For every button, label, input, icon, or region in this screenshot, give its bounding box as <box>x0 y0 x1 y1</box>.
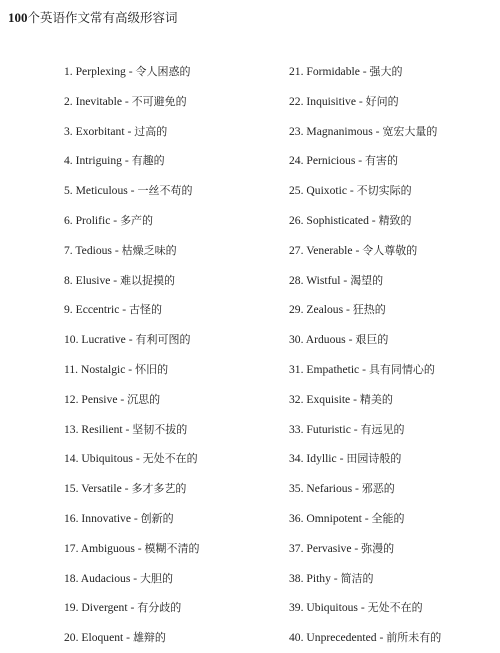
item-chinese-meaning: 精致的 <box>378 213 412 227</box>
list-item: 34. Idyllic - 田园诗般的 <box>289 452 402 466</box>
list-item: 26. Sophisticated - 精致的 <box>289 213 412 227</box>
item-chinese-meaning: 邪恶的 <box>361 482 395 496</box>
item-number: 19. <box>64 601 79 615</box>
list-item: 4. Intriguing - 有趣的 <box>64 154 165 168</box>
item-number: 12. <box>64 392 79 406</box>
list-item: 16. Innovative - 创新的 <box>64 511 174 525</box>
item-number: 32. <box>289 392 304 406</box>
item-chinese-meaning: 多才多艺的 <box>131 482 187 496</box>
list-item: 36. Omnipotent - 全能的 <box>289 511 405 525</box>
item-chinese-meaning: 有趣的 <box>131 154 165 168</box>
word-list-right <box>289 57 494 653</box>
item-chinese-meaning: 坚韧不拔的 <box>132 422 188 436</box>
item-number: 25. <box>289 184 304 198</box>
item-chinese-meaning: 艰巨的 <box>355 333 389 347</box>
list-item: 5. Meticulous - 一丝不苟的 <box>64 184 193 198</box>
list-item: 6. Prolific - 多产的 <box>64 213 154 227</box>
item-english-word: Exorbitant <box>75 124 125 138</box>
item-chinese-meaning: 令人尊敬的 <box>362 243 418 257</box>
item-english-word: Tedious <box>75 243 112 257</box>
item-number: 30. <box>289 333 304 347</box>
item-number: 29. <box>289 303 304 317</box>
list-item: 37. Pervasive - 弥漫的 <box>289 541 395 555</box>
item-chinese-meaning: 枯燥乏味的 <box>121 243 177 257</box>
item-english-word: Idyllic <box>306 452 337 466</box>
item-english-word: Pervasive <box>306 541 352 555</box>
item-chinese-meaning: 有分歧的 <box>137 601 182 615</box>
item-number: 17. <box>64 541 79 555</box>
item-english-word: Ambiguous <box>80 541 135 555</box>
item-chinese-meaning: 无处不在的 <box>142 452 198 466</box>
item-english-word: Intriguing <box>75 154 122 168</box>
title-number: 100 <box>8 10 28 25</box>
item-english-word: Arduous <box>305 333 346 347</box>
item-chinese-meaning: 模糊不清的 <box>144 541 200 555</box>
list-item: 23. Magnanimous - 宽宏大量的 <box>289 124 438 138</box>
item-number: 14. <box>64 452 79 466</box>
list-item: 12. Pensive - 沉思的 <box>64 392 161 406</box>
item-english-word: Innovative <box>81 511 131 525</box>
item-chinese-meaning: 无处不在的 <box>367 601 423 615</box>
item-chinese-meaning: 田园诗般的 <box>346 452 402 466</box>
item-chinese-meaning: 过高的 <box>134 124 168 138</box>
item-english-word: Wistful <box>306 273 341 287</box>
item-number: 35. <box>289 482 304 496</box>
item-chinese-meaning: 怀旧的 <box>135 362 169 376</box>
item-english-word: Pithy <box>306 571 331 585</box>
item-chinese-meaning: 强大的 <box>369 65 403 78</box>
item-chinese-meaning: 多产的 <box>120 213 154 227</box>
item-english-word: Inquisitive <box>306 94 356 108</box>
list-item: 9. Eccentric - 古怪的 <box>64 303 163 317</box>
list-item: 17. Ambiguous - 模糊不清的 <box>64 541 200 555</box>
list-item: 25. Quixotic - 不切实际的 <box>289 184 412 198</box>
list-item: 31. Empathetic - 具有同情心的 <box>289 362 435 376</box>
item-english-word: Magnanimous <box>306 124 373 138</box>
item-number: 21. <box>289 65 304 78</box>
item-number: 34. <box>289 452 304 466</box>
item-english-word: Ubiquitous <box>306 601 358 615</box>
item-english-word: Ubiquitous <box>81 452 133 466</box>
item-number: 10. <box>64 333 79 347</box>
item-number: 28. <box>289 273 304 287</box>
list-item: 24. Pernicious - 有害的 <box>289 154 399 168</box>
item-english-word: Versatile <box>81 482 122 496</box>
item-number: 27. <box>289 243 304 257</box>
item-chinese-meaning: 有利可图的 <box>135 333 191 347</box>
item-number: 20. <box>64 631 79 645</box>
item-number: 40. <box>289 631 304 645</box>
item-chinese-meaning: 不可避免的 <box>131 94 187 108</box>
item-english-word: Venerable <box>306 243 353 257</box>
item-number: 16. <box>64 511 79 525</box>
item-chinese-meaning: 弥漫的 <box>361 541 395 555</box>
list-item: 15. Versatile - 多才多艺的 <box>64 482 187 496</box>
item-chinese-meaning: 令人困惑的 <box>135 65 191 78</box>
list-item: 1. Perplexing - 令人困惑的 <box>64 65 191 78</box>
item-english-word: Sophisticated <box>306 213 369 227</box>
list-item: 28. Wistful - 渴望的 <box>289 273 384 287</box>
item-number: 24. <box>289 154 304 168</box>
item-number: 37. <box>289 541 304 555</box>
item-number: 26. <box>289 213 304 227</box>
item-english-word: Exquisite <box>306 392 351 406</box>
item-number: 1. <box>64 65 73 78</box>
item-english-word: Unprecedented <box>306 631 377 645</box>
item-number: 18. <box>64 571 79 585</box>
item-english-word: Eloquent <box>81 631 124 645</box>
item-english-word: Omnipotent <box>306 511 362 525</box>
list-item: 39. Ubiquitous - 无处不在的 <box>289 601 423 615</box>
item-english-word: Eccentric <box>75 303 120 317</box>
list-item: 10. Lucrative - 有利可图的 <box>64 333 191 347</box>
list-item: 13. Resilient - 坚韧不拔的 <box>64 422 188 436</box>
item-chinese-meaning: 沉思的 <box>127 392 161 406</box>
list-item: 33. Futuristic - 有远见的 <box>289 422 405 436</box>
page-title <box>8 8 178 26</box>
item-chinese-meaning: 全能的 <box>371 511 405 525</box>
item-english-word: Prolific <box>75 213 111 227</box>
item-english-word: Lucrative <box>81 333 126 347</box>
item-english-word: Nefarious <box>306 482 353 496</box>
item-number: 15. <box>64 482 79 496</box>
item-number: 2. <box>64 94 73 108</box>
list-item: 3. Exorbitant - 过高的 <box>64 124 168 138</box>
item-number: 38. <box>289 571 304 585</box>
item-english-word: Quixotic <box>306 184 347 198</box>
list-item: 2. Inevitable - 不可避免的 <box>64 94 187 108</box>
item-english-word: Audacious <box>80 571 131 585</box>
item-number: 5. <box>64 184 73 198</box>
item-chinese-meaning: 创新的 <box>140 511 174 525</box>
item-chinese-meaning: 难以捉摸的 <box>120 273 176 287</box>
list-item: 30. Arduous - 艰巨的 <box>289 333 389 347</box>
item-english-word: Meticulous <box>75 184 128 198</box>
list-item: 32. Exquisite - 精美的 <box>289 392 393 406</box>
item-number: 33. <box>289 422 304 436</box>
list-item: 8. Elusive - 难以捉摸的 <box>64 273 176 287</box>
item-number: 31. <box>289 362 304 376</box>
item-english-word: Resilient <box>81 422 123 436</box>
item-english-word: Perplexing <box>75 65 126 78</box>
item-number: 11. <box>64 362 79 376</box>
item-english-word: Elusive <box>75 273 111 287</box>
item-chinese-meaning: 有远见的 <box>360 422 405 436</box>
list-item: 22. Inquisitive - 好问的 <box>289 94 399 108</box>
item-english-word: Formidable <box>306 65 360 78</box>
item-number: 39. <box>289 601 304 615</box>
list-item: 18. Audacious - 大胆的 <box>64 571 174 585</box>
list-item: 29. Zealous - 狂热的 <box>289 303 386 317</box>
item-chinese-meaning: 不切实际的 <box>356 184 412 198</box>
item-chinese-meaning: 雄辩的 <box>132 631 166 645</box>
item-chinese-meaning: 有害的 <box>365 154 399 168</box>
item-number: 23. <box>289 124 304 138</box>
list-item: 40. Unprecedented - 前所未有的 <box>289 631 442 645</box>
item-chinese-meaning: 一丝不苟的 <box>137 184 193 198</box>
list-item: 20. Eloquent - 雄辩的 <box>64 631 166 645</box>
list-item: 11. Nostalgic - 怀旧的 <box>64 362 169 376</box>
item-english-word: Inevitable <box>75 94 122 108</box>
list-item: 19. Divergent - 有分歧的 <box>64 601 182 615</box>
item-english-word: Empathetic <box>306 362 360 376</box>
item-english-word: Zealous <box>306 303 344 317</box>
list-item: 21. Formidable - 强大的 <box>289 65 403 78</box>
item-number: 9. <box>64 303 73 317</box>
item-chinese-meaning: 简洁的 <box>340 571 374 585</box>
item-number: 22. <box>289 94 304 108</box>
list-item: 14. Ubiquitous - 无处不在的 <box>64 452 198 466</box>
item-english-word: Pensive <box>81 392 118 406</box>
item-number: 6. <box>64 213 73 227</box>
item-number: 3. <box>64 124 73 138</box>
item-chinese-meaning: 古怪的 <box>129 303 163 317</box>
item-number: 36. <box>289 511 304 525</box>
item-english-word: Divergent <box>81 601 128 615</box>
list-item: 7. Tedious - 枯燥乏味的 <box>64 243 177 257</box>
item-chinese-meaning: 狂热的 <box>352 303 386 317</box>
list-item: 35. Nefarious - 邪恶的 <box>289 482 395 496</box>
item-number: 8. <box>64 273 73 287</box>
item-chinese-meaning: 渴望的 <box>350 273 384 287</box>
item-chinese-meaning: 精美的 <box>359 392 393 406</box>
item-chinese-meaning: 前所未有的 <box>386 631 442 645</box>
item-english-word: Nostalgic <box>80 362 126 376</box>
item-chinese-meaning: 宽宏大量的 <box>382 124 438 138</box>
item-chinese-meaning: 好问的 <box>365 94 399 108</box>
title-text: 个英语作文常有高级形容词 <box>27 10 178 25</box>
word-list-left <box>64 57 274 653</box>
list-item: 38. Pithy - 简洁的 <box>289 571 374 585</box>
item-english-word: Futuristic <box>306 422 351 436</box>
item-chinese-meaning: 具有同情心的 <box>368 362 435 376</box>
list-item: 27. Venerable - 令人尊敬的 <box>289 243 418 257</box>
item-chinese-meaning: 大胆的 <box>140 571 174 585</box>
item-number: 7. <box>64 243 73 257</box>
item-number: 4. <box>64 154 73 168</box>
item-english-word: Pernicious <box>306 154 356 168</box>
item-number: 13. <box>64 422 79 436</box>
